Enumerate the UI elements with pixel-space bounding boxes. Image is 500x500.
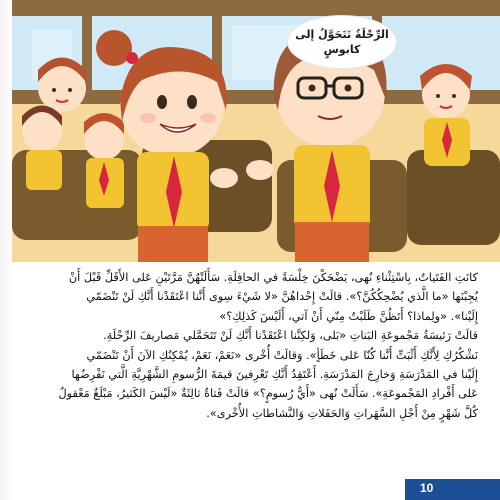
bus-scene-drawing <box>12 0 500 262</box>
page-number: 10 <box>420 481 434 495</box>
story-illustration <box>12 0 500 262</box>
story-line-2: يُجِبْنَها «ما الَّذي يُضْحِكُكُنَّ؟». قالَتْ إِحْداهُنَّ «لا شَيْءَ سِوى أَنَّنا اعْتَقَدْنا أَنَّكِ لَنْ تَنْضَمّي <box>86 290 478 304</box>
chapter-title-bubble <box>288 16 396 68</box>
chapter-title-line-1: الرِّحْلَةُ تَتَحَوَّلُ إلى <box>295 28 389 41</box>
chapter-title-line-2: كابوسٍ <box>323 43 361 56</box>
story-line-7: عَلى أَفْرادِ المَجْموعَةِ». سَأَلَتْ نُهى «أَيُّ رُسومٍ؟» قالَتْ فَتاةٌ ثالِثَةٌ «لَيْسَ الكَثيرُ، مَبْلَغٌ مَعْقولٌ <box>58 387 478 401</box>
story-line-6: إِلَيْنا في المَدْرَسَةِ وَخارِجَ المَدْرَسَةِ. أَعْتَقِدُ أَنَّكِ تَعْرِفينَ قيمَةَ الرُّسومِ الشَّهْرِيَّةِ الَّتي نَفْرِضُها <box>71 368 478 382</box>
story-line-4: قالَتْ رَئيسَةُ مَجْموعَةِ البَناتِ «بَلى، وَلكِنَّنا اعْتَقَدْنا أَنَّكِ لَنْ تَتَحَمَّلي مَصاريفَ الرِّحْلَةِ. <box>103 329 478 343</box>
story-line-8: كُلَّ شَهْرٍ مِنْ أَجْلِ السَّهَراتِ وَالحَفَلاتِ وَالنَّشاطاتِ الأُخْرى». <box>206 406 478 420</box>
story-text <box>30 268 478 478</box>
story-line-1: كانَتِ الفَتَياتُ، بِاسْتِثْناءِ نُهى، يَضْحَكْنَ خِلْسَةً في الحافِلَةِ. سَأَلَتْهُنَّ مَرَّتَيْنِ عَلى الأَقَلِّ قَبْلَ أَنْ <box>68 271 478 284</box>
story-line-5: نَشْكُرُكِ لِأَنَّكِ أَثْبَتِّ أَنَّنا كُنّا عَلى خَطَأٍ». وَقالَتْ أُخْرى «نَعَمْ، نَعَمْ، يُمْكِنُكِ الآنَ أَنْ تَنْضَمّي <box>86 348 478 362</box>
story-line-3: إِلَيْنا». «ولِماذا؟ أَتَظُنَّ طَلَبْتُ مِنّي أَنْ آتي، أَلَيْسَ كَذلِكِ؟» <box>219 309 478 323</box>
